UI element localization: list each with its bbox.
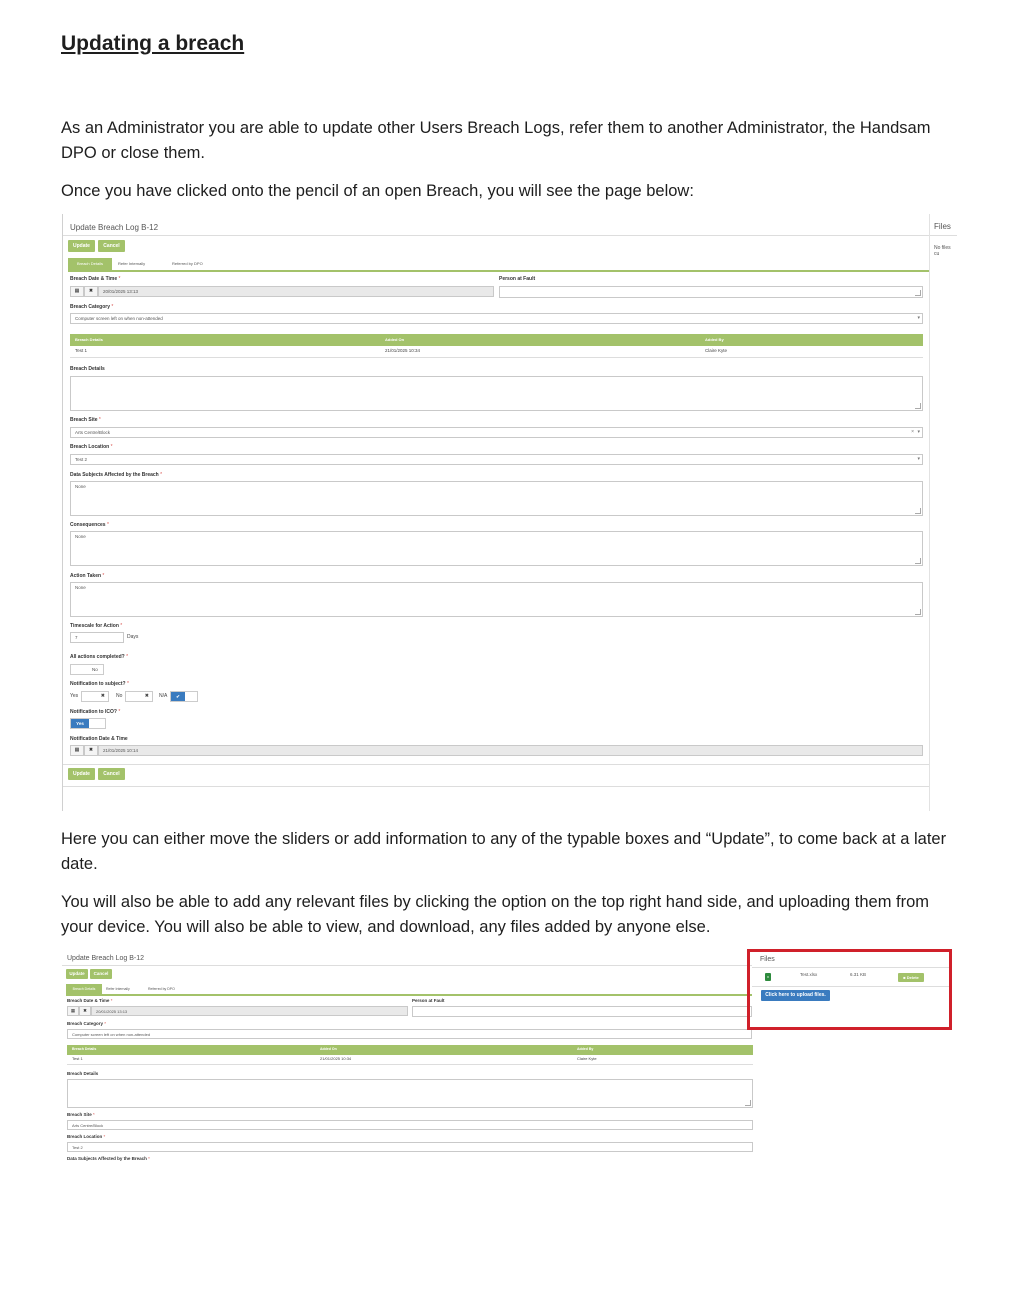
person-at-fault-label: Person at Fault [499,276,536,282]
breach-category-label: Breach Category * [67,1021,107,1026]
breach-site-label: Breach Site * [67,1112,95,1117]
breach-details-textarea[interactable] [67,1079,753,1108]
tab-bar [66,984,754,996]
trash-icon: ■ [903,975,906,980]
upload-files-button[interactable]: Click here to upload files. [761,990,830,1001]
timescale-label: Timescale for Action * [70,623,123,629]
timescale-input[interactable]: 7 [70,632,124,643]
breach-category-label: Breach Category * [70,304,114,310]
data-subjects-label: Data Subjects Affected by the Breach * [67,1156,150,1161]
notif-subject-yes-label: Yes [70,693,79,699]
file-size: 6.31 KB [850,972,867,977]
timescale-unit: Days [127,634,139,640]
title-divider [62,965,754,966]
breach-details-label: Breach Details [67,1071,99,1076]
tab-refer-internally[interactable]: Refer Internally [118,261,146,266]
breach-site-select[interactable]: Arts Centre/Block × ▾ [70,427,923,438]
notif-subject-label: Notification to subject? * [70,681,129,687]
breach-details-label: Breach Details [70,366,105,372]
table-header-added-by: Added By [577,1047,594,1051]
tab-refer-internally[interactable]: Refer Internally [106,987,130,991]
update-button-bottom[interactable]: Update [68,768,95,780]
notif-subject-yes-toggle[interactable] [81,691,109,702]
column-divider [929,214,930,811]
tab-breach-details[interactable]: Breach Details [68,258,112,270]
person-at-fault-input[interactable] [499,286,923,298]
notif-datetime-label: Notification Date & Time [70,736,128,742]
breach-site-label: Breach Site * [70,417,101,423]
breach-location-label: Breach Location * [67,1134,106,1139]
data-subjects-textarea[interactable]: None [70,481,923,516]
clear-icon[interactable]: × [911,429,914,435]
update-button[interactable]: Update [68,240,95,252]
resize-handle[interactable] [915,609,921,615]
files-title: Files [934,222,951,231]
all-actions-label: All actions completed? * [70,654,129,660]
files-divider [929,235,957,236]
resize-handle[interactable] [915,558,921,564]
tab-breach-details[interactable]: Breach Details [66,984,102,994]
breach-location-select[interactable]: Test 2 ▾ [70,454,923,465]
table-header-added-on: Added On [385,337,405,342]
breach-details-table-header [67,1045,753,1055]
no-files-text: No files cu [934,245,951,257]
check-icon: ✔ [171,692,185,701]
tab-referred-by-dpo[interactable]: Referred by DPO [148,987,175,991]
remove-icon: ✖ [144,693,149,699]
table-cell-details: Test 1 [75,348,88,353]
tab-bar [68,258,929,272]
table-cell-details: Test 1 [72,1056,83,1061]
resize-handle[interactable] [915,403,921,409]
calendar-icon[interactable]: ▦ [70,745,84,756]
breach-datetime-label: Breach Date & Time * [70,276,121,282]
calendar-icon[interactable]: ▦ [70,286,84,297]
footer-divider [63,764,929,765]
update-breach-screenshot [62,214,957,811]
person-at-fault-label: Person at Fault [412,998,445,1003]
instruction-paragraph: Once you have clicked onto the pencil of an open Breach, you will see the page below: [61,182,694,200]
resize-handle[interactable] [745,1100,751,1106]
file-name[interactable]: Test.xlsx [800,972,818,977]
breach-datetime-field[interactable]: 20/01/2025 13:13 [91,1006,408,1016]
files-paragraph: You will also be able to add any relevant files by clicking the option on the top right hand side, and uploading them from your device. You will also be able to view, and download, any files added by anyone else. [61,893,930,936]
breach-details-table-header [70,334,923,346]
delete-file-button[interactable]: ■ Delete [898,973,924,982]
action-taken-textarea[interactable]: None [70,582,923,617]
notif-ico-label: Notification to ICO? * [70,709,121,715]
cancel-button[interactable]: Cancel [98,240,125,252]
remove-icon[interactable]: ✖ [84,745,98,756]
table-row [70,346,923,358]
breach-location-select[interactable]: Test 2 [67,1142,753,1152]
remove-icon[interactable]: ✖ [84,286,98,297]
tab-referred-by-dpo[interactable]: Referred by DPO [172,261,203,266]
notif-subject-no-toggle[interactable] [125,691,153,702]
update-breach-screenshot-cropped [62,950,754,1162]
cancel-button[interactable]: Cancel [90,969,112,979]
breach-site-select[interactable]: Arts Centre/Block [67,1120,753,1130]
table-cell-added-by: Claire Kyte [577,1056,597,1061]
table-row [67,1055,753,1065]
files-title: Files [760,956,775,963]
breach-category-select[interactable]: Computer screen left on when non-attended ▾ [70,313,923,324]
bottom-divider [63,786,929,787]
data-subjects-label: Data Subjects Affected by the Breach * [70,472,163,478]
form-title: Update Breach Log B-12 [67,955,145,962]
calendar-icon[interactable]: ▦ [67,1006,79,1016]
sliders-paragraph: Here you can either move the sliders or add information to any of the typable boxes and “Update”, to come back at a later date. [61,830,947,873]
excel-file-icon[interactable]: x [767,974,769,979]
remove-icon[interactable]: ✖ [79,1006,91,1016]
resize-handle[interactable] [915,290,921,296]
highlight-box [747,949,952,1030]
breach-location-label: Breach Location * [70,444,113,450]
update-button[interactable]: Update [66,969,88,979]
consequences-label: Consequences * [70,522,109,528]
person-at-fault-input[interactable] [412,1006,752,1017]
table-cell-added-on: 21/01/2025 10:34 [320,1056,352,1061]
resize-handle[interactable] [915,508,921,514]
table-cell-added-by: Claire Kyte [705,348,728,353]
notif-subject-na-label: N/A [159,693,168,699]
notif-datetime-field[interactable]: 21/01/2025 10:14 [98,745,923,756]
breach-details-textarea[interactable] [70,376,923,411]
notif-ico-toggle[interactable]: Yes [70,718,106,729]
consequences-textarea[interactable]: None [70,531,923,566]
chevron-down-icon: ▾ [917,429,920,435]
chevron-down-icon: ▾ [917,315,920,321]
form-title: Update Breach Log B-12 [70,223,159,232]
cancel-button-bottom[interactable]: Cancel [98,768,125,780]
table-header-details: Breach Details [72,1047,97,1051]
table-header-added-by: Added By [705,337,724,342]
action-taken-label: Action Taken * [70,573,105,579]
title-divider [63,235,929,236]
chevron-down-icon: ▾ [917,456,920,462]
breach-datetime-field[interactable]: 20/01/2025 13:13 [98,286,494,297]
table-header-details: Breach Details [75,337,103,342]
breach-category-select[interactable]: Computer screen left on when non-attended [67,1029,752,1039]
breach-datetime-label: Breach Date & Time * [67,998,113,1003]
document-title: Updating a breach [61,32,245,55]
table-header-added-on: Added On [320,1047,337,1051]
intro-paragraph: As an Administrator you are able to update other Users Breach Logs, refer them to another Administrator, the Handsam DPO or close them. [61,119,931,162]
all-actions-toggle[interactable]: No [70,664,104,675]
notif-subject-no-label: No [116,693,123,699]
remove-icon: ✖ [100,693,105,699]
table-cell-added-on: 21/01/2025 10:34 [385,348,421,353]
notif-subject-na-toggle[interactable] [170,691,198,702]
